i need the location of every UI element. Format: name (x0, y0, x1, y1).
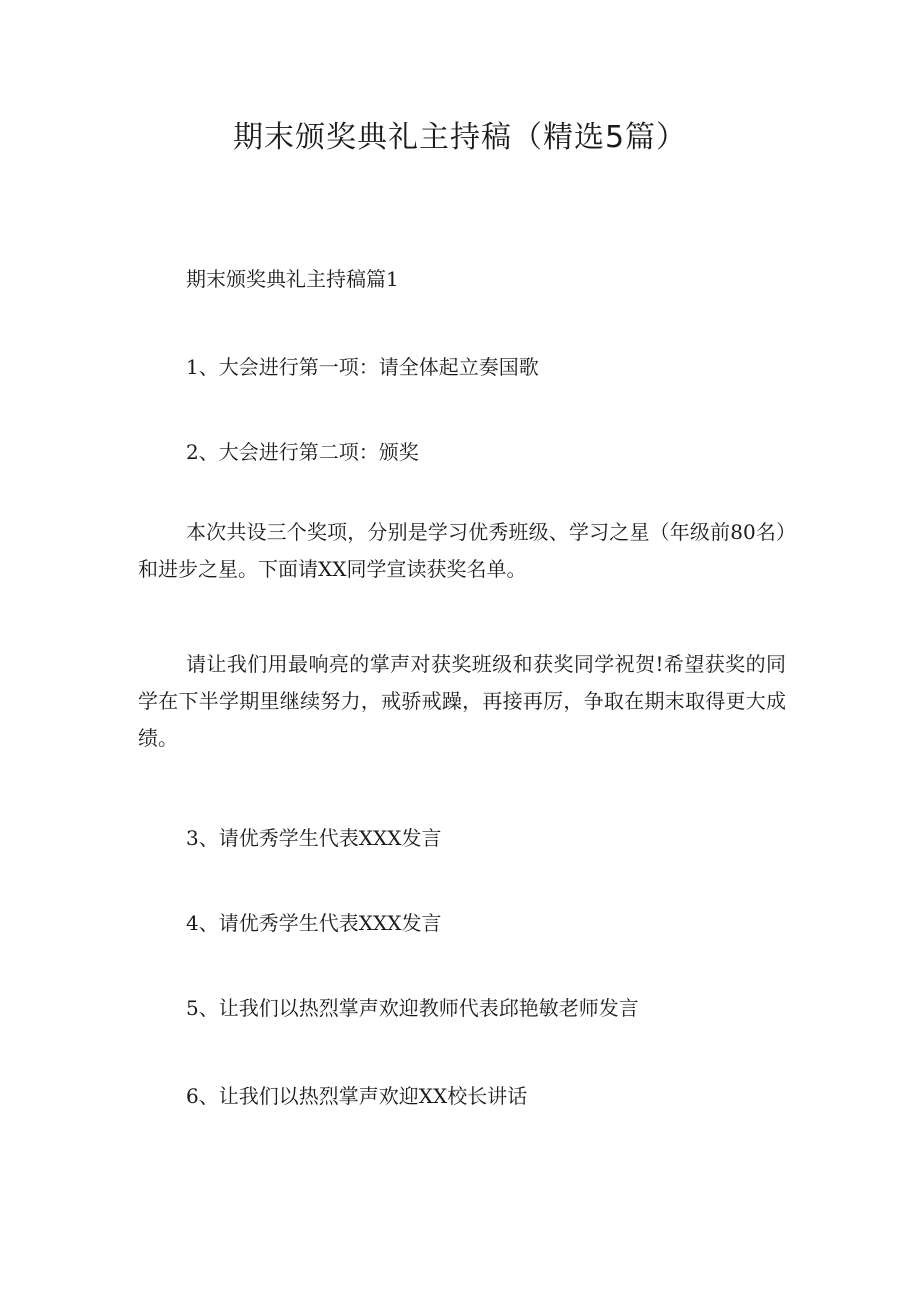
agenda-item-4: 4、请优秀学生代表XXX发言 (186, 911, 442, 935)
agenda-item-5: 5、让我们以热烈掌声欢迎教师代表邱艳敏老师发言 (186, 996, 639, 1020)
agenda-item-1: 1、大会进行第一项：请全体起立奏国歌 (186, 355, 539, 379)
section-heading: 期末颁奖典礼主持稿篇1 (186, 267, 399, 291)
congratulations-paragraph: 请让我们用最响亮的掌声对获奖班级和获奖同学祝贺!希望获奖的同学在下半学期里继续努力，戒骄戒躁，再接再厉，争取在期末取得更大成绩。 (138, 652, 786, 750)
agenda-item-2: 2、大会进行第二项：颁奖 (186, 440, 419, 464)
awards-paragraph: 本次共设三个奖项，分别是学习优秀班级、学习之星（年级前80名）和进步之星。下面请XX同学宣读获奖名单。 (138, 520, 786, 581)
agenda-item-3: 3、请优秀学生代表XXX发言 (186, 826, 442, 850)
agenda-item-6: 6、让我们以热烈掌声欢迎XX校长讲话 (186, 1084, 528, 1108)
page-title: 期末颁奖典礼主持稿（精选5篇） (232, 120, 688, 155)
